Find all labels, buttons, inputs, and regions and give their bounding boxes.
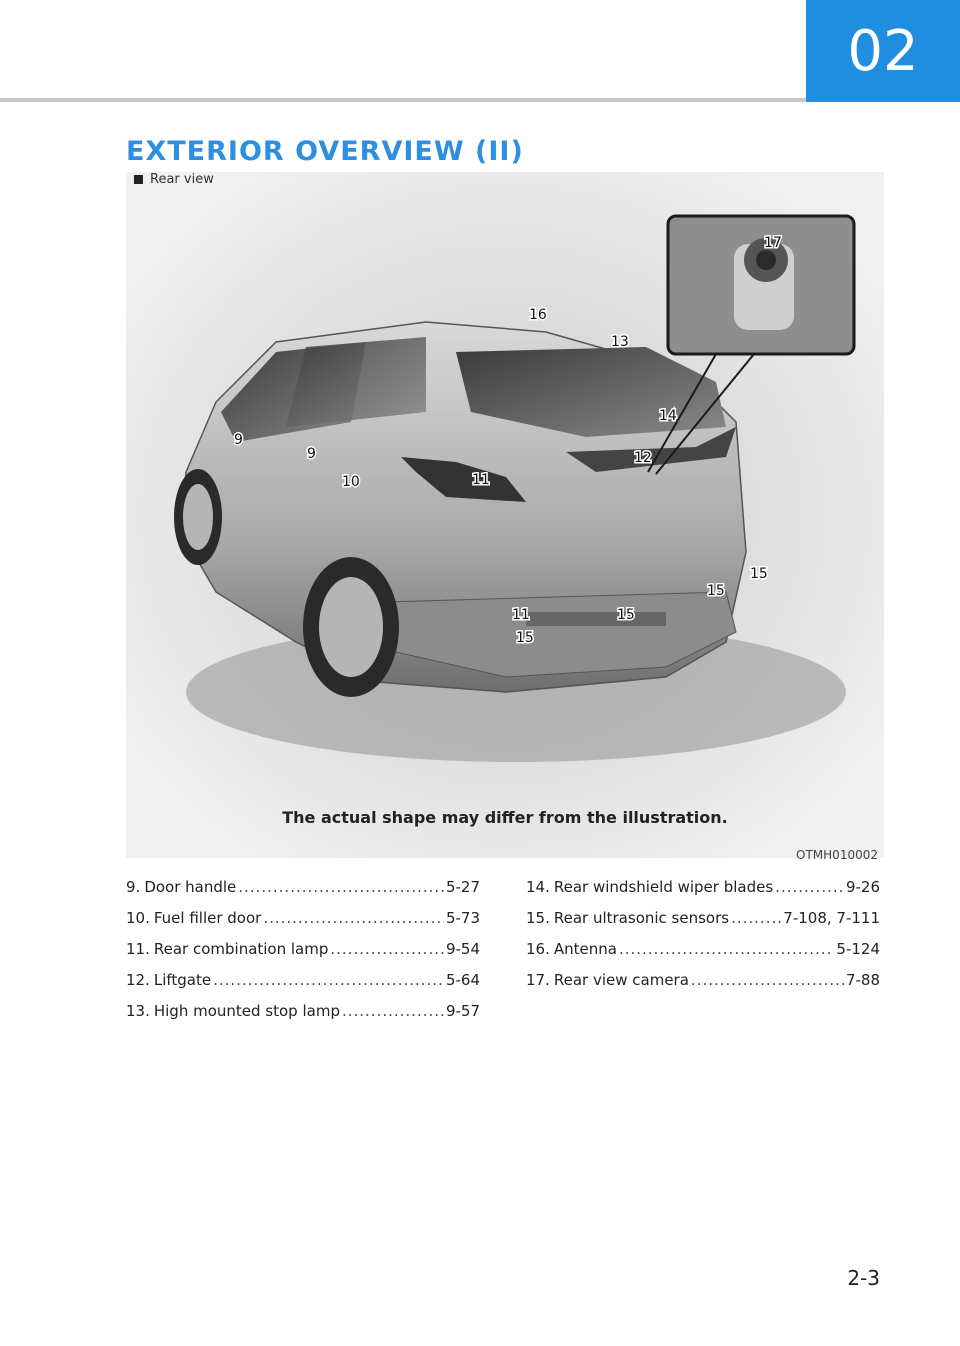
figure-sublabel xyxy=(134,172,214,187)
square-bullet-icon xyxy=(134,175,143,184)
callout-15c: 15 xyxy=(707,583,725,599)
figure xyxy=(126,172,884,862)
dot-leader xyxy=(775,878,844,896)
index-entry: 12. Liftgate ..... 5-64 xyxy=(126,971,480,1002)
dot-leader xyxy=(731,909,781,927)
callout-13: 13 xyxy=(611,334,629,350)
callout-11b: 11 xyxy=(512,607,530,623)
index-entry: 11. Rear combination lamp ..... 9-54 xyxy=(126,940,480,971)
callout-15a: 15 xyxy=(516,630,534,646)
index-entry: 10. Fuel filler door ..... 5-73 xyxy=(126,909,480,940)
callout-15b: 15 xyxy=(617,607,635,623)
callout-11a: 11 xyxy=(472,472,490,488)
index-entry: 17. Rear view camera ..... 7-88 xyxy=(526,971,880,1002)
dot-leader xyxy=(691,971,844,989)
index-entry: 9. Door handle ..... 5-27 xyxy=(126,878,480,909)
index-entry: 15. Rear ultrasonic sensors ..... 7-108, 7-111 xyxy=(526,909,880,940)
dot-leader xyxy=(330,940,444,958)
index-right xyxy=(526,878,880,1002)
callout-15d: 15 xyxy=(750,566,768,582)
chapter-tab: 02 xyxy=(806,0,960,102)
callout-9a: 9 xyxy=(234,432,243,448)
callout-12: 12 xyxy=(634,450,652,466)
section-title: EXTERIOR OVERVIEW (II) xyxy=(126,136,524,167)
dot-leader xyxy=(342,1002,444,1020)
callout-10: 10 xyxy=(342,474,360,490)
dot-leader xyxy=(238,878,444,896)
index-entry: 16. Antenna ..... 5-124 xyxy=(526,940,880,971)
index-entry: 13. High mounted stop lamp ..... 9-57 xyxy=(126,1002,480,1033)
index-entry: 14. Rear windshield wiper blades ..... 9-26 xyxy=(526,878,880,909)
figure-code: OTMH010002 xyxy=(796,848,878,862)
figure-caption: The actual shape may differ from the illustration. xyxy=(282,808,728,827)
dot-leader xyxy=(263,909,444,927)
index-left xyxy=(126,878,480,1033)
callout-16: 16 xyxy=(529,307,547,323)
callout-17: 17 xyxy=(764,235,782,251)
callout-9b: 9 xyxy=(307,446,316,462)
dot-leader xyxy=(619,940,834,958)
vehicle-illustration xyxy=(126,172,884,858)
dot-leader xyxy=(213,971,444,989)
figure-sublabel-text: Rear view xyxy=(150,172,214,187)
header-rule xyxy=(0,98,806,102)
callout-14: 14 xyxy=(659,408,677,424)
page-number: 2-3 xyxy=(847,1266,880,1290)
